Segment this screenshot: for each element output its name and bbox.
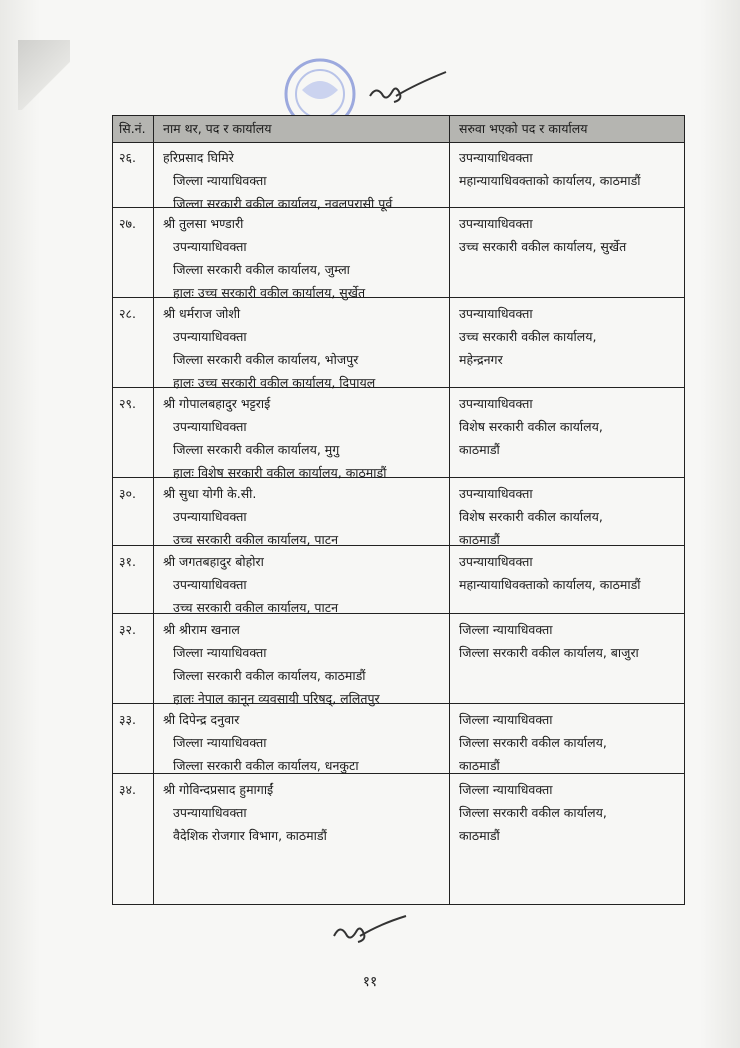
current-post-office-cell (163, 482, 447, 551)
current-post-line: हालः उच्च सरकारी वकील कार्यालय, सुर्खेत (173, 285, 366, 300)
transfer-table (112, 115, 685, 905)
transferred-post-office-cell (459, 392, 681, 461)
current-post-office-cell (163, 778, 447, 847)
current-post-line: जिल्ला सरकारी वकील कार्यालय, काठमाडौं (173, 668, 366, 683)
signature-mark-bottom (330, 910, 410, 950)
person-name: श्री जगतबहादुर बोहोरा (163, 554, 264, 569)
transferred-post-line: जिल्ला न्यायाधिवक्ता (459, 712, 553, 727)
current-post-line: जिल्ला न्यायाधिवक्ता (173, 173, 267, 188)
transferred-post-line: महान्यायाधिवक्ताको कार्यालय, काठमाडौं (459, 173, 641, 188)
table-row (113, 704, 684, 774)
current-post-line: जिल्ला सरकारी वकील कार्यालय, मुगु (173, 442, 340, 457)
current-post-line: हालः उच्च सरकारी वकील कार्यालय, दिपायल (173, 375, 376, 390)
transferred-post-line: जिल्ला न्यायाधिवक्ता (459, 622, 553, 637)
table-row (113, 388, 684, 478)
current-post-line: जिल्ला न्यायाधिवक्ता (173, 645, 267, 660)
transferred-post-line: उपन्यायाधिवक्ता (459, 554, 533, 569)
current-post-line: उपन्यायाधिवक्ता (173, 577, 247, 592)
transferred-post-office-cell (459, 146, 681, 192)
transferred-post-line: उपन्यायाधिवक्ता (459, 396, 533, 411)
current-post-line: उपन्यायाधिवक्ता (173, 805, 247, 820)
person-name: श्री तुलसा भण्डारी (163, 216, 244, 231)
person-name: श्री दिपेन्द्र दनुवार (163, 712, 240, 727)
current-post-office-cell (163, 212, 447, 304)
page-number: ११ (362, 974, 378, 990)
current-post-line: वैदेशिक रोजगार विभाग, काठमाडौं (173, 828, 327, 843)
current-post-office-cell (163, 146, 447, 215)
transferred-post-line: उच्च सरकारी वकील कार्यालय, सुर्खेत (459, 239, 627, 254)
table-header (113, 116, 684, 143)
current-post-line: हालः नेपाल कानून व्यवसायी परिषद्, ललितपुर (173, 691, 380, 706)
transferred-post-line: महान्यायाधिवक्ताको कार्यालय, काठमाडौं (459, 577, 641, 592)
transferred-post-line: उपन्यायाधिवक्ता (459, 306, 533, 321)
serial-number: ३२. (119, 622, 136, 637)
transferred-post-line: जिल्ला सरकारी वकील कार्यालय, बाजुरा (459, 645, 639, 660)
current-post-line: जिल्ला सरकारी वकील कार्यालय, धनकुटा (173, 758, 359, 773)
serial-number: २७. (119, 216, 136, 231)
header-serial: सि.नं. (119, 121, 146, 136)
person-name: श्री गोपालबहादुर भट्टराई (163, 396, 271, 411)
current-post-line: उपन्यायाधिवक्ता (173, 419, 247, 434)
transferred-post-line: विशेष सरकारी वकील कार्यालय, (459, 419, 603, 434)
serial-number: २९. (119, 396, 136, 411)
transferred-post-office-cell (459, 778, 681, 847)
serial-number: २८. (119, 306, 136, 321)
transferred-post-office-cell (459, 482, 681, 551)
transferred-post-line: जिल्ला सरकारी वकील कार्यालय, (459, 805, 607, 820)
table-row (113, 208, 684, 298)
current-post-office-cell (163, 392, 447, 484)
person-name: श्री धर्मराज जोशी (163, 306, 241, 321)
table-row (113, 774, 684, 906)
transferred-post-line: महेन्द्रनगर (459, 352, 503, 367)
current-post-line: जिल्ला सरकारी वकील कार्यालय, भोजपुर (173, 352, 359, 367)
current-post-line: उच्च सरकारी वकील कार्यालय, पाटन (173, 600, 339, 615)
transferred-post-line: उपन्यायाधिवक्ता (459, 150, 533, 165)
current-post-office-cell (163, 550, 447, 619)
transferred-post-office-cell (459, 550, 681, 596)
transferred-post-line: उच्च सरकारी वकील कार्यालय, (459, 329, 597, 344)
current-post-line: जिल्ला न्यायाधिवक्ता (173, 735, 267, 750)
table-row (113, 298, 684, 388)
header-transferred-post-office: सरुवा भएको पद र कार्यालय (459, 121, 588, 136)
signature-mark-top (366, 66, 450, 110)
transferred-post-line: काठमाडौं (459, 442, 500, 457)
table-row (113, 614, 684, 704)
table-row (113, 478, 684, 546)
transferred-post-line: काठमाडौं (459, 532, 500, 547)
transferred-post-line: काठमाडौं (459, 828, 500, 843)
current-post-office-cell (163, 708, 447, 777)
page-corner-fold (18, 40, 70, 110)
transferred-post-line: काठमाडौं (459, 758, 500, 773)
serial-number: ३४. (119, 782, 136, 797)
current-post-line: हालः विशेष सरकारी वकील कार्यालय, काठमाडौं (173, 465, 387, 480)
current-post-line: उपन्यायाधिवक्ता (173, 509, 247, 524)
table-row (113, 142, 684, 211)
transferred-post-office-cell (459, 302, 681, 371)
serial-number: ३३. (119, 712, 136, 727)
transferred-post-line: विशेष सरकारी वकील कार्यालय, (459, 509, 603, 524)
current-post-line: जिल्ला सरकारी वकील कार्यालय, नवलपरासी पूर्व (173, 196, 393, 211)
header-name-post-office: नाम थर, पद र कार्यालय (163, 121, 272, 136)
transferred-post-office-cell (459, 618, 681, 664)
person-name: हरिप्रसाद घिमिरे (163, 150, 234, 165)
current-post-line: उपन्यायाधिवक्ता (173, 239, 247, 254)
current-post-office-cell (163, 302, 447, 394)
person-name: श्री सुधा योगी के.सी. (163, 486, 257, 501)
transferred-post-line: जिल्ला न्यायाधिवक्ता (459, 782, 553, 797)
person-name: श्री श्रीराम खनाल (163, 622, 240, 637)
person-name: श्री गोविन्दप्रसाद हुमागाईं (163, 782, 274, 797)
current-post-line: उच्च सरकारी वकील कार्यालय, पाटन (173, 532, 339, 547)
current-post-office-cell (163, 618, 447, 710)
serial-number: ३०. (119, 486, 136, 501)
transferred-post-line: उपन्यायाधिवक्ता (459, 216, 533, 231)
transferred-post-line: जिल्ला सरकारी वकील कार्यालय, (459, 735, 607, 750)
transferred-post-office-cell (459, 212, 681, 258)
serial-number: २६. (119, 150, 136, 165)
current-post-line: जिल्ला सरकारी वकील कार्यालय, जुम्ला (173, 262, 350, 277)
transferred-post-line: उपन्यायाधिवक्ता (459, 486, 533, 501)
table-row (113, 546, 684, 614)
transferred-post-office-cell (459, 708, 681, 777)
serial-number: ३१. (119, 554, 136, 569)
current-post-line: उपन्यायाधिवक्ता (173, 329, 247, 344)
